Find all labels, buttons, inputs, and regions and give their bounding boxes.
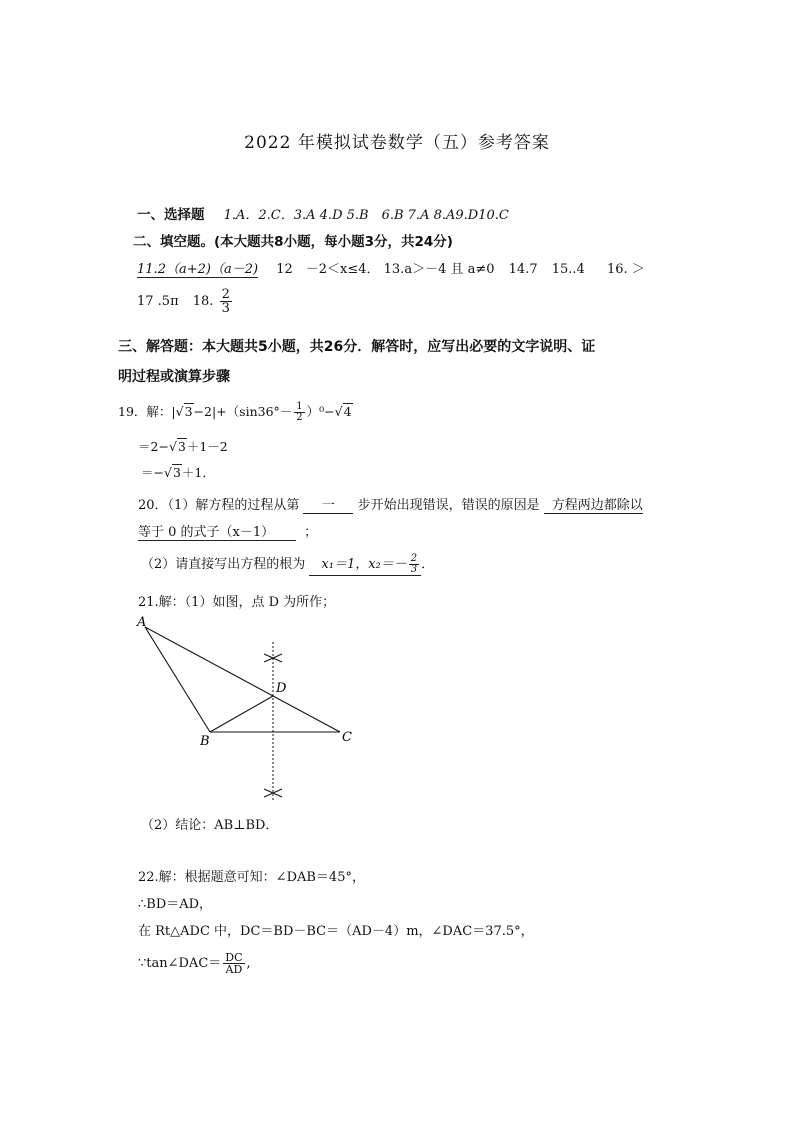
label-a: A [137, 615, 147, 630]
segment-bd [210, 696, 273, 732]
answer-18: 18. [192, 294, 214, 309]
geometry-figure [130, 610, 370, 810]
q21-part1: 21.解：（1）如图，点 D 为所作； [138, 595, 336, 610]
choice-answer-list: 1.A．2.C．3.A 4.D 5.B 6.B 7.A 8.A9.D10.C [223, 208, 509, 223]
q20-roots: x₁＝1，x₂＝－ $\frac{2}{3}$ [309, 553, 421, 576]
q21-part2: （2）结论：AB⊥BD． [141, 818, 279, 833]
label-d: D [276, 681, 287, 696]
q19-step2: ＝2−√3＋1－2 [138, 439, 228, 454]
section-heading-choice: 一、选择题 [137, 207, 205, 223]
q22-line3: 在 Rt△ADC 中，DC＝BD－BC＝（AD－4）m，∠DAC＝37.5°， [138, 924, 534, 939]
section-heading-solve-line2: 明过程或演算步骤 [118, 369, 230, 385]
answer-11: 11.2（a+2)（a－2) [137, 258, 258, 278]
page-title: 2022 年模拟试卷数学（五）参考答案 [244, 133, 550, 153]
answer-12: 12 －2＜x≤4． [276, 262, 380, 277]
answer-14: 14.7 [508, 262, 538, 277]
answer-18-fraction: $\frac{2}{3}$ [221, 287, 230, 316]
q19-expression: 19．解：|√3−2|+（sin36°－ $\frac{1}{2}$ ）⁰−√4 [118, 401, 352, 423]
choice-answers [137, 203, 509, 223]
q19-step3: ＝−√3＋1． [141, 465, 215, 480]
answer-16: 16. ＞ [606, 262, 645, 277]
section-heading-solve-line1: 三、解答题：本大题共5小题，共26分．解答时，应写出必要的文字说明、证 [118, 339, 596, 355]
segment-ac [145, 627, 340, 732]
q20-part1: 20．（1）解方程的过程从第 一 步开始出现错误，错误的原因是 方程两边都除以 [138, 494, 643, 514]
fill-answers-row1 [137, 258, 645, 278]
answer-13: 13.a＞－4 且 a≠0 [383, 262, 495, 277]
answer-15: 15..4 [551, 262, 585, 277]
q22-line2: ∴BD＝AD， [138, 897, 213, 912]
q20-part1-line2: 等于 0 的式子（x－1） ； [138, 521, 317, 541]
q20-blank-reason: 方程两边都除以 [544, 494, 643, 514]
segment-ab [145, 627, 210, 732]
fill-answers-row2 [137, 288, 234, 315]
q20-part2: （2）请直接写出方程的根为 x₁＝1，x₂＝－ $\frac{2}{3}$ ． [141, 553, 435, 575]
q22-line4: ∵tan∠DAC＝ $\frac{DC}{AD}$ , [138, 951, 251, 976]
answer-17: 17 .5π [137, 294, 179, 309]
label-b: B [200, 734, 210, 749]
q20-blank-step: 一 [303, 494, 353, 514]
label-c: C [342, 730, 352, 745]
section-heading-fill: 二、填空题。(本大题共8小题，每小题3分，共24分) [133, 234, 453, 250]
q22-line1: 22.解：根据题意可知：∠DAB＝45°， [138, 870, 365, 885]
